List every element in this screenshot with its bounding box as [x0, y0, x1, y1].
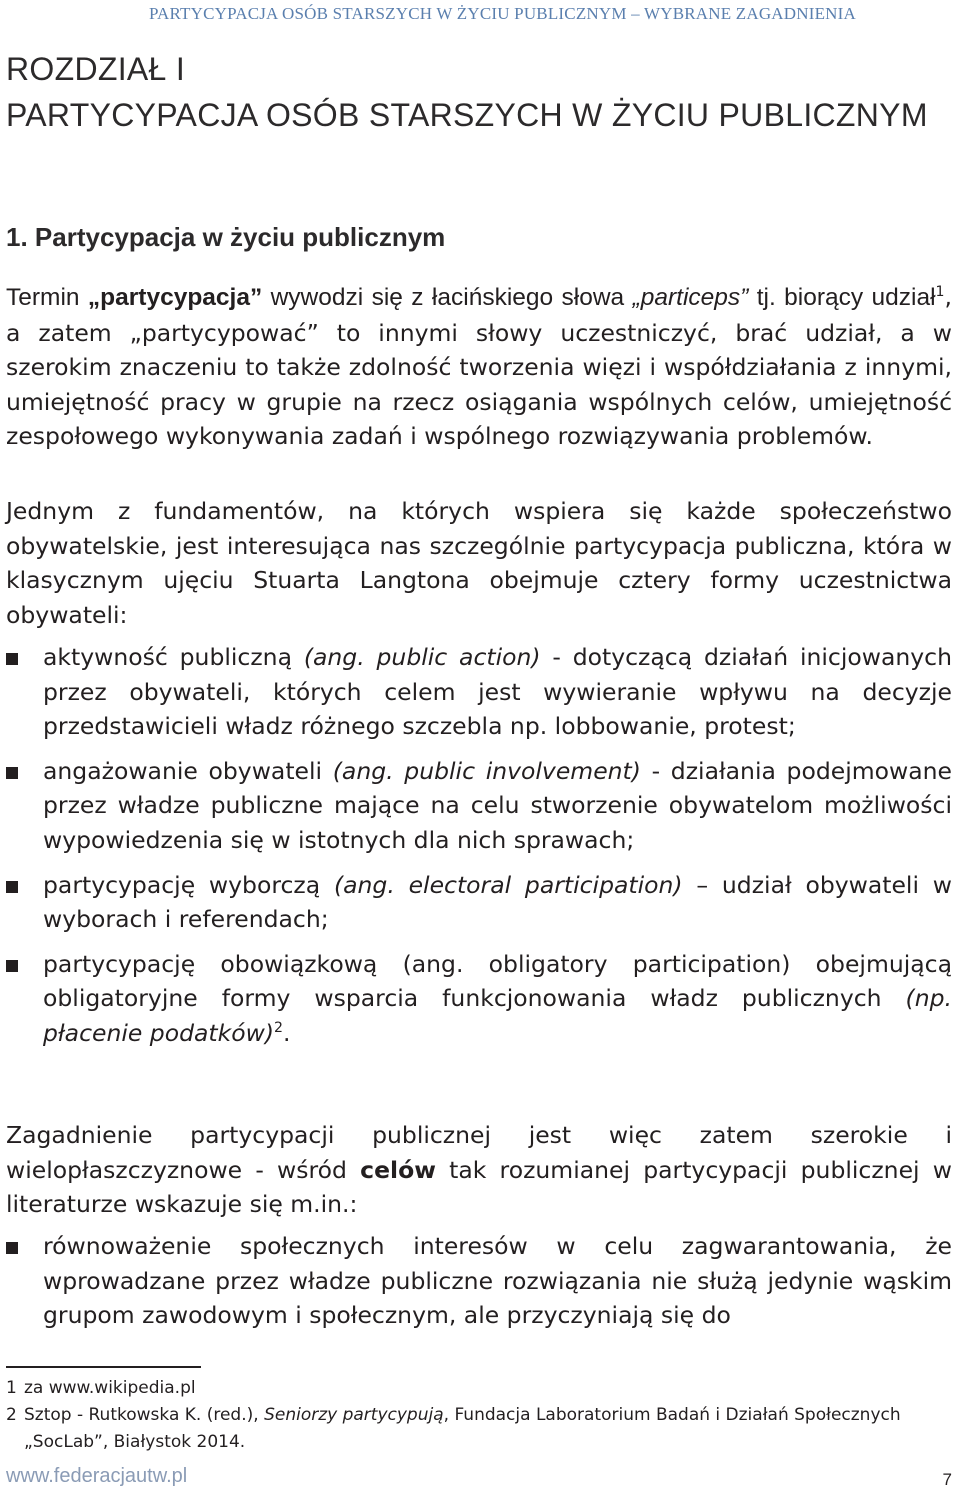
list-item	[6, 868, 952, 937]
item-desc: – udział obywateli w wyborach i referendach;	[43, 870, 952, 934]
running-header: PARTYCYPACJA OSÓB STARSZYCH W ŻYCIU PUBLICZNYM – WYBRANE ZAGADNIENIA	[148, 4, 856, 23]
item-lead: partycypację obowiązkową (ang. obligatory participation) obejmującą obligatoryjne formy wsparcia funkcjonowania władz publicznych	[43, 949, 952, 1013]
footnote-number: 2	[6, 1405, 17, 1425]
para3-start: Zagadnienie partycypacji publicznej jest więc zatem szerokie i wielopłaszczyznowe - wśród	[6, 1121, 952, 1184]
footnote-ref-2[interactable]: 2	[274, 1020, 283, 1037]
website-link[interactable]: www.federacjautw.pl	[6, 1465, 188, 1487]
bullet-icon	[6, 653, 18, 665]
footnote-number: 1	[6, 1378, 17, 1398]
list-item	[6, 947, 952, 1051]
para1-tj: tj. biorący udział	[748, 284, 936, 311]
footnote-title: Seniorzy partycypują	[264, 1405, 444, 1425]
chapter-title: PARTYCYPACJA OSÓB STARSZYCH W ŻYCIU PUBLICZNYM	[6, 97, 928, 133]
chapter-heading	[6, 46, 928, 138]
item-desc: .	[282, 1018, 291, 1047]
item-lead: aktywność publiczną	[43, 643, 304, 671]
list-item	[6, 1229, 952, 1333]
goals-list	[6, 1229, 952, 1333]
footnote-text-rest: , Fundacja Laboratorium Badań i Działań Społecznych „SocLab”, Białystok 2014.	[24, 1405, 901, 1452]
item-english: (ang. electoral participation)	[333, 870, 683, 899]
term-partycypacja: „partycypacja”	[87, 284, 263, 311]
footnotes	[6, 1375, 952, 1456]
footnote-text: Sztop - Rutkowska K. (red.),	[24, 1405, 265, 1425]
item-desc: - dotyczącą działań inicjowanych przez obywateli, których celem jest wywieranie wpływu na decyzje przedstawicieli władz różnego szczebla np. lobbowanie, protest;	[43, 643, 952, 741]
bullet-icon	[6, 1242, 18, 1254]
item-lead: angażowanie obywateli	[43, 756, 333, 785]
forms-list	[6, 640, 952, 1051]
item-example: (np. płacenie podatków)	[43, 984, 952, 1047]
paragraph-langton: Jednym z fundamentów, na których wspiera się każde społeczeństwo obywatelskie, jest interesująca nas szczególnie partycypacja publiczna, która w klasycznym ujęciu Stuarta Langtona obejmuje cztery formy uczestnictwa obywateli:	[6, 497, 952, 629]
bullet-icon	[6, 960, 18, 972]
page-number: 7	[942, 1470, 952, 1489]
para3-end: tak rozumianej partycypacji publicznej w literaturze wskazuje się m.in.:	[6, 1155, 952, 1219]
footnote-divider	[6, 1366, 201, 1368]
para1-start: Termin	[6, 284, 88, 311]
footnote-1	[6, 1375, 952, 1402]
paragraph-intro	[6, 280, 952, 454]
item-text: równoważenie społecznych interesów w celu zagwarantowania, że wprowadzane przez władze publiczne rozwiązania nie służą jedynie wąskim grupom zawodowym i społecznym, ale przyczyniają się do	[43, 1232, 952, 1330]
item-lead: partycypację wyborczą	[43, 870, 334, 899]
footnote-2	[6, 1402, 952, 1456]
chapter-number: ROZDZIAŁ I	[6, 51, 186, 87]
item-english: (ang. public action)	[303, 643, 541, 671]
goals-bold: celów	[360, 1155, 436, 1184]
para1-rest: , a zatem „partycypować” to innymi słowy uczestniczyć, brać udział, a w szerokim znaczeniu to także zdolność tworzenia więzi i współdziałania z innymi, umiejętność pracy w grupie na rzecz osiągania wspólnych celów, umiejętność zespołowego wykonywania zadań i wspólnego rozwiązywania problemów.	[6, 283, 952, 451]
para1-mid: wywodzi się z łacińskiego słowa	[262, 284, 633, 311]
item-desc: - działania podejmowane przez władze publiczne mające na celu stworzenie obywatelom możliwości wypowiedzenia się w istotnych dla nich sprawach;	[43, 756, 953, 854]
latin-term: „particeps”	[632, 284, 749, 311]
bullet-icon	[6, 881, 18, 893]
list-item	[6, 754, 952, 858]
paragraph-goals	[6, 1118, 952, 1222]
item-english: (ang. public involvement)	[332, 756, 641, 785]
list-item	[6, 640, 952, 744]
section-heading: 1. Partycypacja w życiu publicznym	[6, 222, 446, 252]
bullet-icon	[6, 767, 18, 779]
footnote-ref-1[interactable]: 1	[935, 284, 945, 301]
footnote-text: za www.wikipedia.pl	[24, 1378, 196, 1398]
